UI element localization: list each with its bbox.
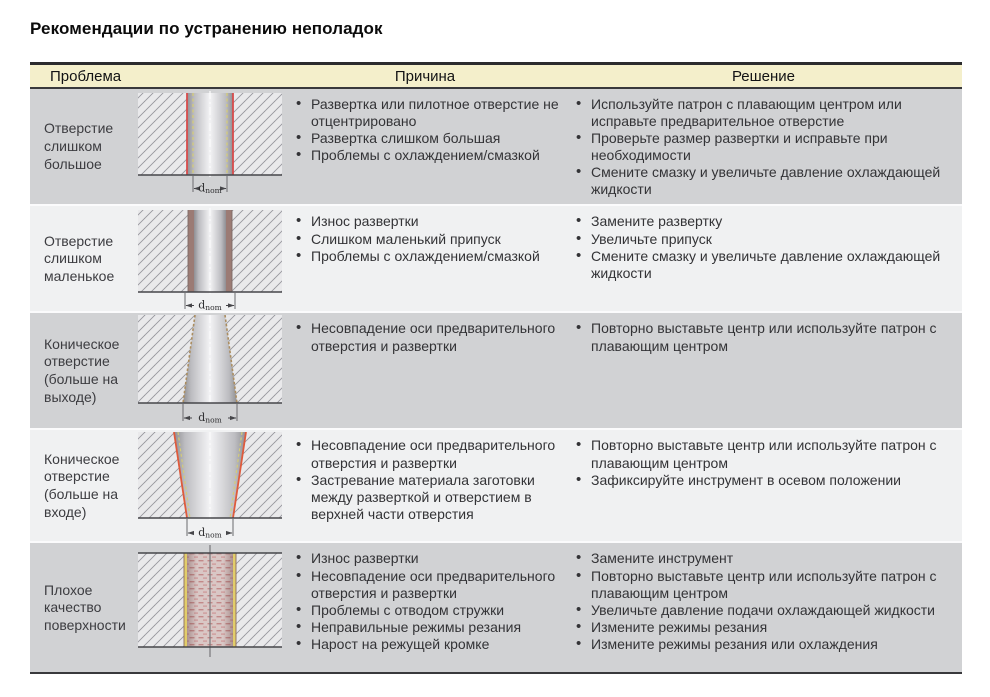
- bullet-item: • Измените режимы резания или охлаждения: [575, 636, 956, 653]
- solution-cell: [565, 89, 962, 204]
- bullet-item: • Несовпадение оси предварительного отверстия и развертки: [295, 320, 559, 354]
- bullet-item: • Зафиксируйте инструмент в осевом положении: [575, 472, 956, 489]
- problem-label: Отверстие слишком маленькое: [44, 232, 115, 284]
- table-row: [30, 430, 962, 543]
- cause-cell: [285, 206, 565, 311]
- solution-cell: [565, 206, 962, 311]
- diagram-cell: [135, 313, 285, 428]
- bullet-item: • Проверьте размер развертки и исправьте при необходимости: [575, 130, 956, 164]
- troubleshooting-table: [30, 62, 962, 674]
- solution-list: [565, 430, 962, 494]
- diagram-tapered-larger-at-exit: [135, 315, 285, 425]
- diagram-tapered-larger-at-entry: [135, 432, 285, 539]
- table-row: [30, 543, 962, 672]
- cause-cell: [285, 430, 565, 541]
- bullet-item: • Несовпадение оси предварительного отверстия и развертки: [295, 437, 559, 471]
- diagram-cell: [135, 89, 285, 204]
- dim-label: dnom: [198, 526, 222, 540]
- solution-list: [565, 313, 962, 360]
- bullet-item: • Замените инструмент: [575, 550, 956, 567]
- solution-list: [565, 206, 962, 287]
- cause-list: [285, 206, 565, 270]
- table-row: [30, 206, 962, 313]
- solution-list: [565, 543, 962, 658]
- cause-cell: [285, 313, 565, 428]
- bullet-item: • Проблемы с охлаждением/смазкой: [295, 248, 559, 265]
- problem-label: Коническое отверстие (больше на входе): [44, 450, 120, 520]
- bullet-item: • Замените развертку: [575, 213, 956, 230]
- problem-label: Плохое качество поверхности: [44, 581, 126, 633]
- table-header-row: [30, 65, 962, 89]
- bullet-item: • Увеличьте давление подачи охлаждающей жидкости: [575, 602, 956, 619]
- bullet-item: • Развертка или пилотное отверстие не отцентрировано: [295, 96, 559, 130]
- cause-list: [285, 89, 565, 170]
- bullet-item: • Износ развертки: [295, 550, 559, 567]
- bullet-item: • Повторно выставьте центр или используйте патрон с плавающим центром: [575, 437, 956, 471]
- header-solution: Решение: [731, 67, 796, 85]
- diagram-hole-too-small: [135, 208, 285, 311]
- problem-label: Отверстие слишком большое: [44, 120, 114, 172]
- bullet-item: • Застревание материала заготовки между разверткой и отверстием в верхней части отверстия: [295, 472, 559, 523]
- page-title: Рекомендации по устранению неполадок: [30, 19, 383, 39]
- diagram-hole-too-large: [135, 91, 285, 194]
- header-problem: Проблема: [50, 67, 122, 85]
- diagram-cell: [135, 543, 285, 672]
- dim-label: dnom: [198, 411, 222, 425]
- bullet-item: • Нарост на режущей кромке: [295, 636, 559, 653]
- diagram-cell: [135, 430, 285, 541]
- table-row: [30, 313, 962, 430]
- table-row: [30, 89, 962, 206]
- bullet-item: • Повторно выставьте центр или используйте патрон с плавающим центром: [575, 568, 956, 602]
- bullet-item: • Развертка слишком большая: [295, 130, 559, 147]
- bullet-item: • Проблемы с охлаждением/смазкой: [295, 147, 559, 164]
- cause-list: [285, 543, 565, 658]
- cause-cell: [285, 89, 565, 204]
- header-cause: Причина: [394, 67, 456, 85]
- dim-label: dnom: [198, 298, 222, 312]
- bullet-item: • Измените режимы резания: [575, 619, 956, 636]
- solution-cell: [565, 313, 962, 428]
- diagram-cell: [135, 206, 285, 311]
- problem-label: Коническое отверстие (больше на выходе): [44, 335, 120, 405]
- solution-list: [565, 89, 962, 204]
- solution-cell: [565, 543, 962, 672]
- dim-label: dnom: [198, 181, 222, 194]
- bullet-item: • Повторно выставьте центр или используйте патрон с плавающим центром: [575, 320, 956, 354]
- diagram-poor-surface-finish: [135, 545, 285, 663]
- bullet-item: • Смените смазку и увеличьте давление охлаждающей жидкости: [575, 164, 956, 198]
- solution-cell: [565, 430, 962, 541]
- bullet-item: • Неправильные режимы резания: [295, 619, 559, 636]
- bullet-item: • Увеличьте припуск: [575, 231, 956, 248]
- cause-cell: [285, 543, 565, 672]
- bullet-item: • Проблемы с отводом стружки: [295, 602, 559, 619]
- cause-list: [285, 313, 565, 360]
- cause-list: [285, 430, 565, 528]
- bullet-item: • Смените смазку и увеличьте давление охлаждающей жидкости: [575, 248, 956, 282]
- bullet-item: • Слишком маленький припуск: [295, 231, 559, 248]
- bullet-item: • Несовпадение оси предварительного отверстия и развертки: [295, 568, 559, 602]
- bullet-item: • Износ развертки: [295, 213, 559, 230]
- bullet-item: • Используйте патрон с плавающим центром или исправьте предварительное отверстие: [575, 96, 956, 130]
